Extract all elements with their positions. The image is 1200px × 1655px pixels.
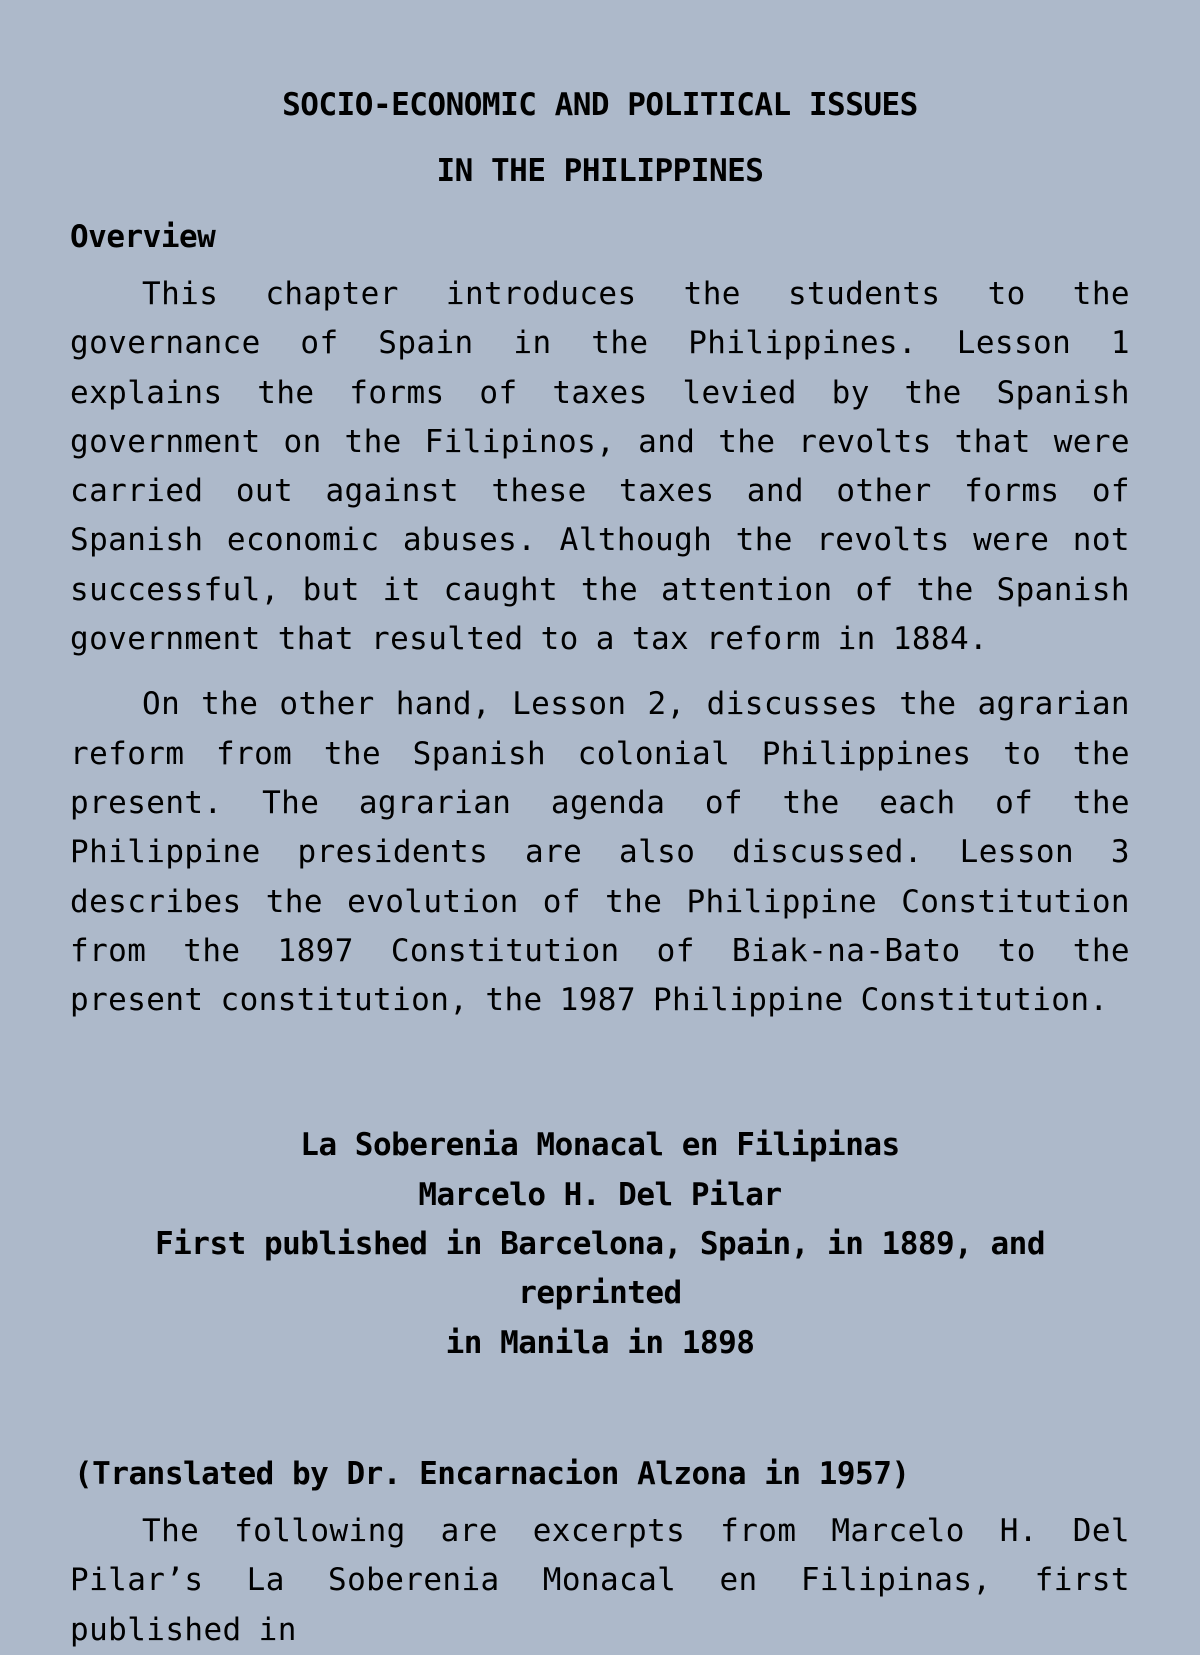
overview-paragraph-1: This chapter introduces the students to the governance of Spain in the Philippines. Lesson 1 explains the forms of taxes levied by the Spanish government on the Filipinos, and the revolts that were carried out against these taxes and other forms of Spanish economic abuses. Although the revolts were not successful, but it caught the attention of the Spanish government that resulted to a tax reform in 1884. — [70, 276, 1130, 658]
work-author: Marcelo H. Del Pilar — [418, 1176, 782, 1213]
overview-paragraph-2: On the other hand, Lesson 2, discusses the agrarian reform from the Spanish colonial Philippines to the present. The agrarian agenda of the each of the Philippine presidents are also discussed. Lesson 3 describes the evolution of the Philippine Constitution from the 1897 Constitution of Biak-na-Bato to the present constitution, the 1987 Philippine Constitution. — [70, 686, 1130, 1019]
source-citation — [70, 1121, 1130, 1367]
publication-line-1: First published in Barcelona, Spain, in 1889, and reprinted — [154, 1226, 1045, 1312]
publication-line-2: in Manila in 1898 — [445, 1324, 755, 1361]
overview-heading: Overview — [70, 219, 216, 255]
translator-note: (Translated by Dr. Encarnacion Alzona in 1957) — [74, 1455, 910, 1492]
work-title: La Soberenia Monacal en Filipinas — [300, 1127, 900, 1164]
excerpt-intro-paragraph: The following are excerpts from Marcelo H. Del Pilar’s La Soberenia Monacal en Filipinas, first published in — [70, 1512, 1130, 1648]
chapter-title-line-1: SOCIO-ECONOMIC AND POLITICAL ISSUES — [282, 87, 918, 123]
chapter-title — [70, 72, 1130, 204]
chapter-title-line-2: IN THE PHILIPPINES — [436, 153, 764, 189]
